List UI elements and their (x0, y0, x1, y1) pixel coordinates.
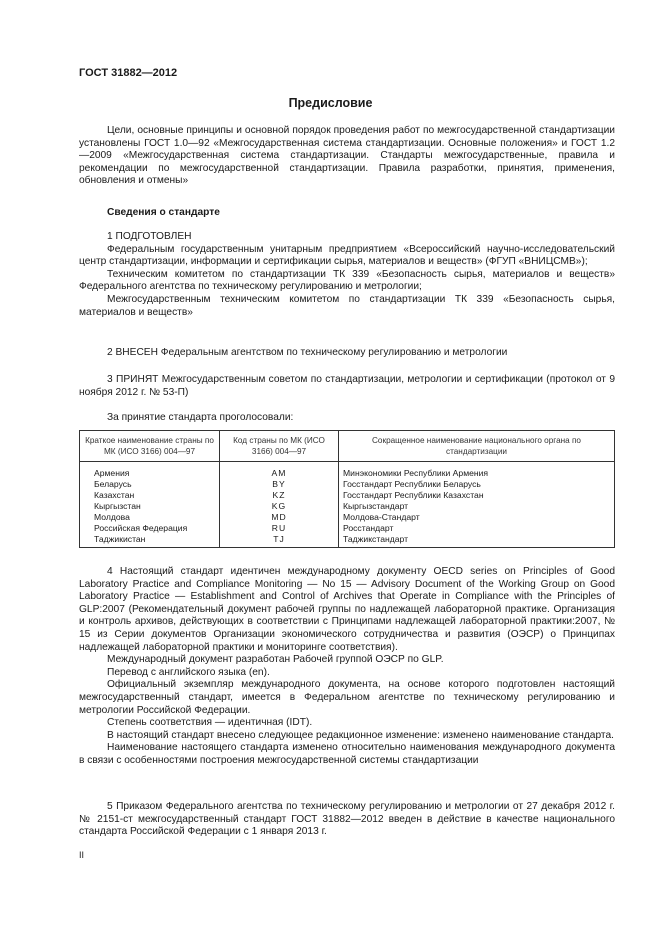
country-cell: Беларусь (80, 479, 220, 490)
header-country: Краткое наименование страны по МК (ИСО 3166) 004—97 (80, 431, 220, 462)
document-header: ГОСТ 31882—2012 (79, 67, 178, 79)
section-4-para-1: 4 Настоящий стандарт идентичен международному документу OECD series on Principles of Good Laboratory Practice and Compliance Monitoring — No 15 — Advisory Document of the Working Group on Good Laboratory Practice — Establishment and Control of Archives that Operate in Compliance with the Principles of GLP:2007 (Рекомендательный документ рабочей группы по надлежащей лабораторной практике. Организация и контроль архивов, действующих в соответствии с Принципами надлежащей лабораторной практики:2007, № 15 из Серии документов Организации экономического сотрудничества и развития (ОЭСР) о Принципах надлежащей лабораторной практики и мониторинге соответствия). (79, 566, 615, 653)
section-subtitle: Сведения о стандарте (107, 207, 220, 218)
body-cell: Молдова-Стандарт (339, 512, 615, 523)
section-4 (79, 566, 615, 768)
table-row (80, 490, 615, 501)
section-5 (79, 801, 615, 839)
section-1-para-2: Техническим комитетом по стандартизации ТК 339 «Безопасность сырья, материалов и веществ» Федерального агентства по техническому регулированию и метрологии; (79, 268, 615, 293)
country-cell: Армения (80, 462, 220, 480)
body-cell: Госстандарт Республики Беларусь (339, 479, 615, 490)
code-cell: MD (220, 512, 339, 523)
section-2 (79, 347, 615, 360)
vote-intro-text: За принятие стандарта проголосовали: (107, 412, 294, 423)
section-4-para-7: Наименование настоящего стандарта изменено относительно наименования международного документа в связи с особенностями построения межгосударственной системы стандартизации (79, 742, 615, 766)
section-1-title: 1 ПОДГОТОВЛЕН (107, 231, 192, 242)
intro-paragraph (79, 125, 615, 188)
section-5-text: 5 Приказом Федерального агентства по техническому регулированию и метрологии от 27 декабря 2012 г. № 2151-ст межгосударственный стандарт ГОСТ 31882—2012 введен в действие в качестве национального стандарта Российской Федерации с 1 января 2013 г. (79, 801, 615, 838)
section-4-para-3: Перевод с английского языка (en). (107, 666, 270, 678)
table-row (80, 523, 615, 534)
section-1-para-3: Межгосударственным техническим комитетом по стандартизации ТК 339 «Безопасность сырья, материалов и веществ» (79, 293, 615, 318)
header-code: Код страны по МК (ИСО 3166) 004—97 (220, 431, 339, 462)
table-header-row (80, 431, 615, 462)
body-cell: Госстандарт Республики Казахстан (339, 490, 615, 501)
country-cell: Российская Федерация (80, 523, 220, 534)
table-row (80, 512, 615, 523)
table-row (80, 534, 615, 548)
table-row (80, 479, 615, 490)
section-4-para-6: В настоящий стандарт внесено следующее редакционное изменение: изменено наименование стандарта. (107, 729, 614, 741)
code-cell: BY (220, 479, 339, 490)
body-cell: Минэкономики Республики Армения (339, 462, 615, 480)
code-cell: KZ (220, 490, 339, 501)
country-cell: Казахстан (80, 490, 220, 501)
page-title: Предисловие (288, 96, 373, 110)
section-4-para-2: Международный документ разработан Рабочей группой ОЭСР по GLP. (107, 654, 444, 666)
section-4-para-5: Степень соответствия — идентичная (IDT). (107, 717, 313, 729)
country-cell: Кыргызстан (80, 501, 220, 512)
body-cell: Росстандарт (339, 523, 615, 534)
section-3-text: 3 ПРИНЯТ Межгосударственным советом по стандартизации, метрологии и сертификации (протокол от 9 ноября 2012 г. № 53-П) (79, 374, 615, 398)
section-4-para-4: Официальный экземпляр международного документа, на основе которого подготовлен настоящий межгосударственный стандарт, имеется в Федеральном агентстве по техническому регулированию и метрологии Российской Федерации. (79, 679, 615, 716)
table-row (80, 462, 615, 480)
country-cell: Молдова (80, 512, 220, 523)
vote-intro (79, 412, 615, 425)
section-1-para-1: Федеральным государственным унитарным предприятием «Всероссийский научно-исследовательский центр стандартизации, информации и сертификации сырья, материалов и веществ» (ФГУП «ВНИЦСМВ»); (79, 243, 615, 268)
code-cell: RU (220, 523, 339, 534)
section-2-text: 2 ВНЕСЕН Федеральным агентством по техническому регулированию и метрологии (107, 347, 508, 358)
header-body: Сокращенное наименование национального органа по стандартизации (339, 431, 615, 462)
section-1 (79, 231, 615, 319)
table-row (80, 501, 615, 512)
section-3 (79, 374, 615, 399)
code-cell: AM (220, 462, 339, 480)
country-cell: Таджикистан (80, 534, 220, 548)
voting-table (79, 430, 615, 548)
code-cell: KG (220, 501, 339, 512)
intro-text: Цели, основные принципы и основной порядок проведения работ по межгосударственной стандартизации установлены ГОСТ 1.0—92 «Межгосударственная система стандартизации. Основные положения» и ГОСТ 1.2—2009 «Межгосударственная система стандартизации. Стандарты межгосударственные, правила и рекомендации по межгосударственной стандартизации. Правила разработки, принятия, применения, обновления и отмены» (79, 125, 615, 187)
code-cell: TJ (220, 534, 339, 548)
body-cell: Таджикстандарт (339, 534, 615, 548)
page-number: II (79, 850, 85, 860)
body-cell: Кыргызстандарт (339, 501, 615, 512)
